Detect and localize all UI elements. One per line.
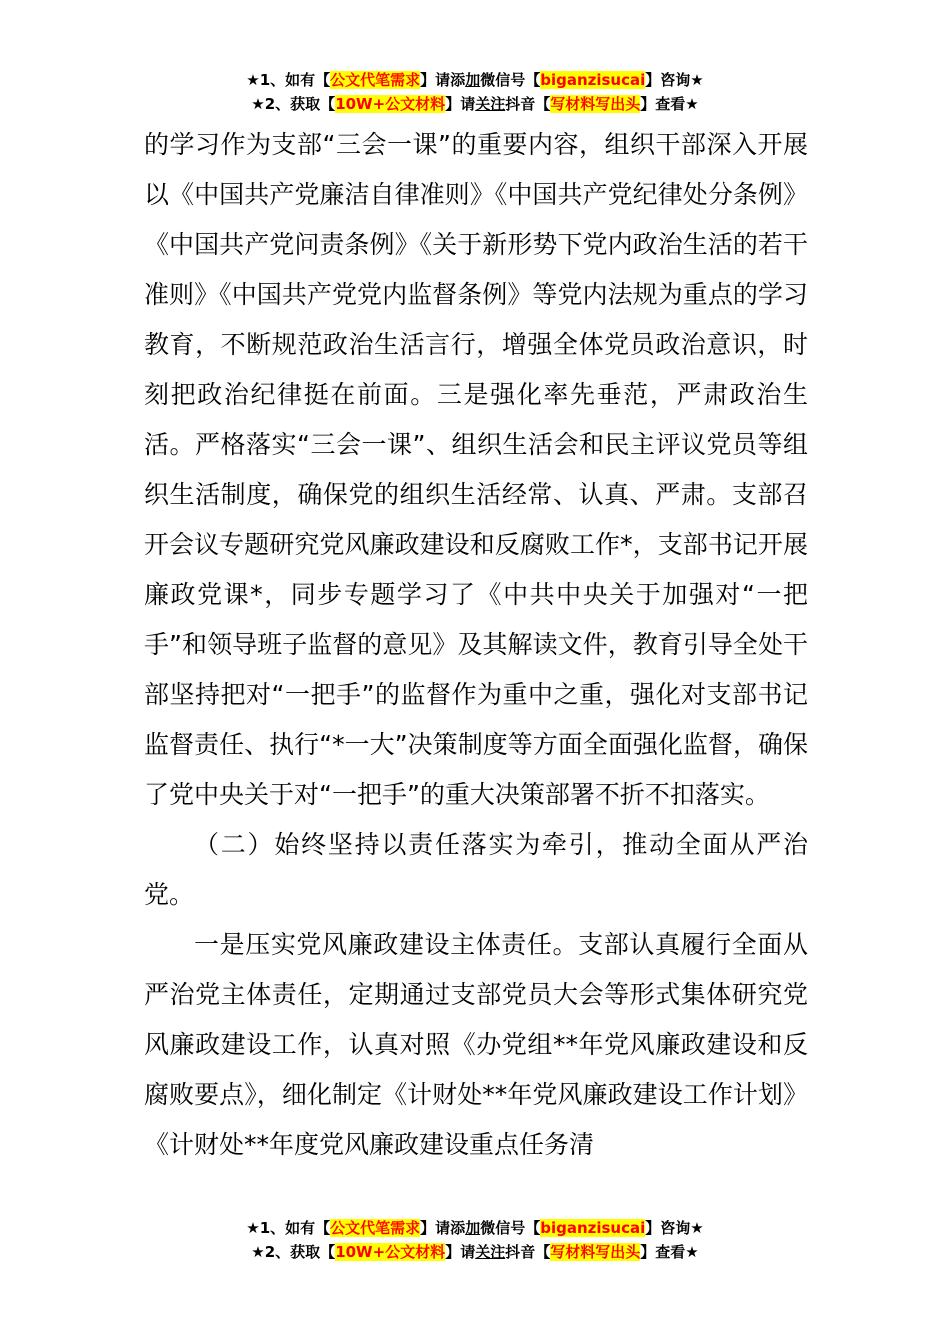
banner-line-1: ★1、如有【公文代笔需求】请添加微信号【biganzisucai】咨询★ <box>246 71 704 89</box>
banner-line-2: ★2、获取【10W+公文材料】请关注抖音【写材料写出头】查看★ <box>251 95 699 113</box>
highlight-service: 公文代笔需求 <box>330 1219 421 1237</box>
document-body <box>144 120 808 1170</box>
footer-banner <box>0 1216 950 1264</box>
paragraph: 一是压实党风廉政建设主体责任。支部认真履行全面从严治党主体责任，定期通过支部党员大会等形式集体研究党风廉政建设工作，认真对照《办党组**年党风廉政建设和反腐败要点》，细化制定《计财处**年党风廉政建设工作计划》《计财处**年度党风廉政建设重点任务清 <box>144 930 808 1159</box>
highlight-douyin-account: 写材料写出头 <box>550 95 641 113</box>
highlight-materials: 10W+公文材料 <box>335 95 446 113</box>
paragraph: 的学习作为支部“三会一课”的重要内容，组织干部深入开展以《中国共产党廉洁自律准则》《中国共产党纪律处分条例》《中国共产党问责条例》《关于新形势下党内政治生活的若干准则》《中国共产党党内监督条例》等党内法规为重点的学习教育，不断规范政治生活言行，增强全体党员政治意识，时刻把政治纪律挺在前面。三是强化率先垂范，严肃政治生活。严格落实“三会一课”、组织生活会和民主评议党员等组织生活制度，确保党的组织生活经常、认真、严肃。支部召开会议专题研究党风廉政建设和反腐败工作*，支部书记开展廉政党课*，同步专题学习了《中共中央关于加强对“一把手”和领导班子监督的意见》及其解读文件，教育引导全处干部坚持把对“一把手”的监督作为重中之重，强化对支部书记监督责任、执行“*一大”决策制度等方面全面强化监督，确保了党中央关于对“一把手”的重大决策部署不折不扣落实。 <box>144 130 808 809</box>
header-banner <box>0 68 950 116</box>
highlight-douyin-account: 写材料写出头 <box>550 1243 641 1261</box>
section-heading: （二）始终坚持以责任落实为牵引，推动全面从严治党。 <box>144 830 808 909</box>
banner-line-2: ★2、获取【10W+公文材料】请关注抖音【写材料写出头】查看★ <box>251 1243 699 1261</box>
highlight-materials: 10W+公文材料 <box>335 1243 446 1261</box>
banner-line-1: ★1、如有【公文代笔需求】请添加微信号【biganzisucai】咨询★ <box>246 1219 704 1237</box>
highlight-service: 公文代笔需求 <box>330 71 421 89</box>
highlight-wechat-id: biganzisucai <box>540 1219 646 1237</box>
highlight-wechat-id: biganzisucai <box>540 71 646 89</box>
